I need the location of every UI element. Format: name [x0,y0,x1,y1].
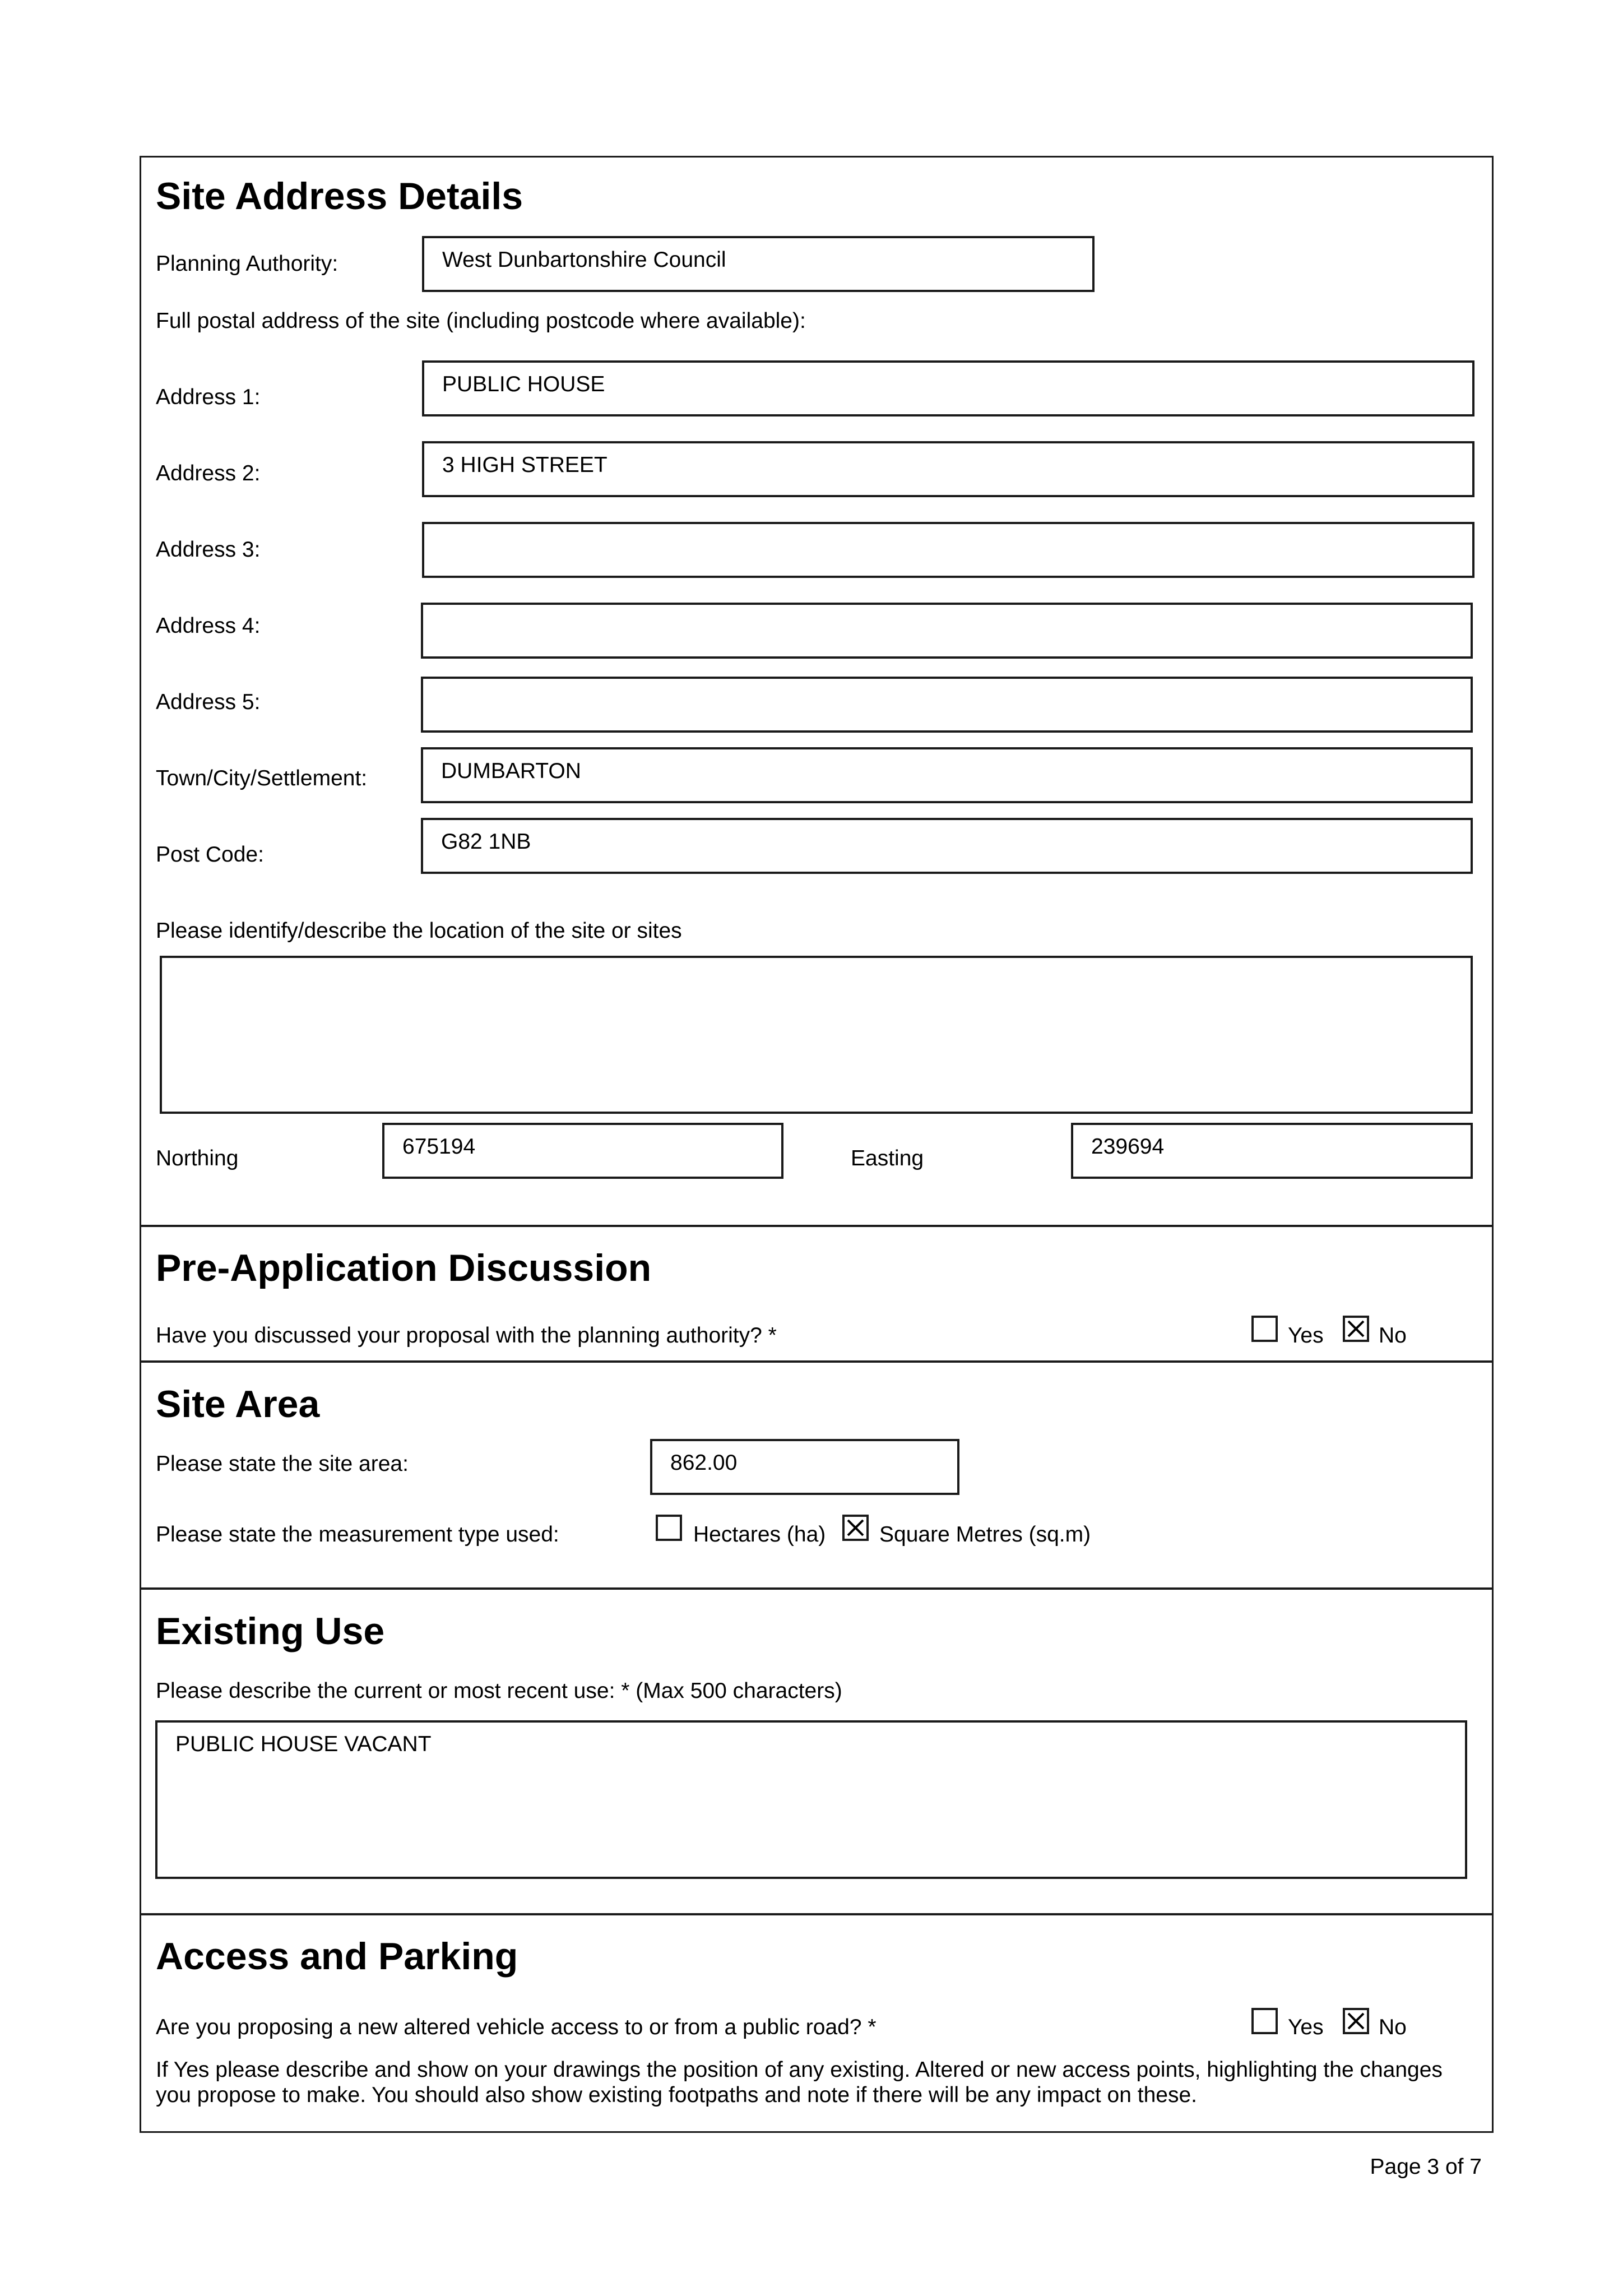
northing-label: Northing [156,1146,239,1170]
access-parking-question: Are you proposing a new altered vehicle access to or from a public road? * [156,2015,877,2039]
site-area-label: Please state the site area: [156,1452,409,1476]
access-parking-heading: Access and Parking [156,1935,518,1978]
site-area-value: 862.00 [670,1451,738,1475]
section-divider [140,1587,1494,1590]
location-textarea[interactable] [160,956,1473,1114]
square-metres-label: Square Metres (sq.m) [879,1522,1091,1547]
access-note-line1: If Yes please describe and show on your drawings the position of any existing. Altered or new access points, highlighting the changes [156,2058,1443,2082]
pre-application-question: Have you discussed your proposal with the planning authority? * [156,1323,777,1348]
address1-field[interactable] [422,360,1474,416]
address5-field[interactable] [421,677,1473,733]
access-yes-checkbox[interactable] [1251,2008,1278,2034]
town-label: Town/City/Settlement: [156,766,368,790]
postcode-field[interactable] [421,818,1473,874]
address2-value: 3 HIGH STREET [442,453,608,477]
address3-label: Address 3: [156,538,261,562]
access-no-label: No [1379,2015,1407,2039]
planning-authority-field[interactable] [422,236,1095,292]
hectares-checkbox[interactable] [656,1515,682,1541]
checked-x-icon [845,1517,866,1539]
planning-authority-label: Planning Authority: [156,252,338,276]
site-address-heading: Site Address Details [156,175,523,217]
postcode-label: Post Code: [156,843,264,867]
checked-x-icon [1345,2010,1367,2032]
checked-x-icon [1345,1318,1367,1340]
existing-use-question: Please describe the current or most recent use: * (Max 500 characters) [156,1679,842,1703]
existing-use-heading: Existing Use [156,1610,385,1652]
address3-field[interactable] [422,522,1474,578]
planning-authority-value: West Dunbartonshire Council [442,248,726,272]
address1-label: Address 1: [156,385,261,409]
northing-field[interactable] [382,1123,783,1179]
site-area-heading: Site Area [156,1383,320,1425]
address4-field[interactable] [421,603,1473,659]
existing-use-textarea[interactable] [155,1720,1467,1879]
address2-field[interactable] [422,441,1474,497]
pre-application-yes-label: Yes [1288,1323,1324,1348]
hectares-label: Hectares (ha) [693,1522,826,1547]
easting-label: Easting [851,1146,924,1170]
address4-label: Address 4: [156,614,261,638]
site-area-field[interactable] [650,1439,959,1495]
full-address-label: Full postal address of the site (including postcode where available): [156,309,806,333]
easting-field[interactable] [1071,1123,1473,1179]
measurement-type-label: Please state the measurement type used: [156,1522,559,1547]
access-yes-label: Yes [1288,2015,1324,2039]
town-value: DUMBARTON [441,759,581,783]
section-divider [140,1225,1494,1227]
access-note-line2: you propose to make. You should also show existing footpaths and note if there will be any impact on these. [156,2083,1198,2107]
postcode-value: G82 1NB [441,830,531,854]
northing-value: 675194 [402,1135,476,1159]
access-no-checkbox[interactable] [1343,2008,1369,2034]
section-divider [140,1360,1494,1363]
pre-application-no-label: No [1379,1323,1407,1348]
page-number: Page 3 of 7 [1370,2155,1482,2179]
address1-value: PUBLIC HOUSE [442,372,605,396]
pre-application-heading: Pre-Application Discussion [156,1247,652,1289]
address2-label: Address 2: [156,461,261,485]
address5-label: Address 5: [156,690,261,714]
pre-application-yes-checkbox[interactable] [1251,1316,1278,1342]
easting-value: 239694 [1091,1135,1165,1159]
location-label: Please identify/describe the location of the site or sites [156,919,682,943]
existing-use-value: PUBLIC HOUSE VACANT [175,1732,432,1756]
square-metres-checkbox[interactable] [842,1515,869,1541]
pre-application-no-checkbox[interactable] [1343,1316,1369,1342]
section-divider [140,1913,1494,1915]
town-field[interactable] [421,747,1473,803]
